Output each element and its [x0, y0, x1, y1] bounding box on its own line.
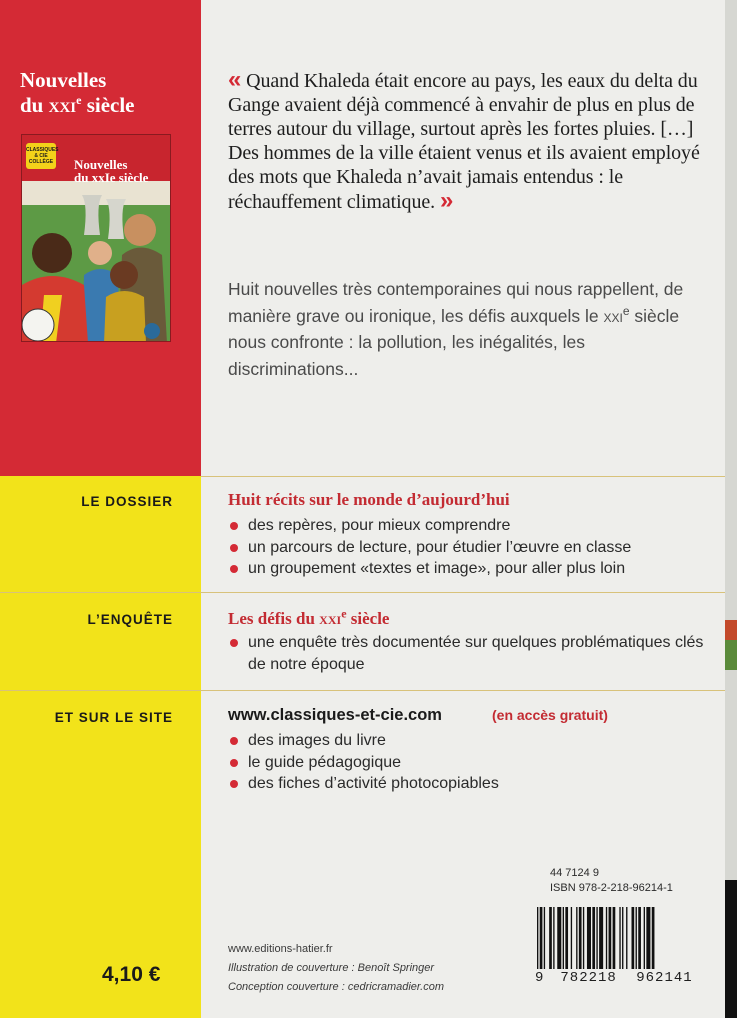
- list-item: des images du livre: [228, 730, 718, 752]
- summary-century-sup: e: [622, 303, 630, 318]
- enquete-list: [228, 632, 718, 675]
- sidebar-yellow-panel: [0, 476, 201, 1018]
- summary-century: xxi: [603, 305, 623, 326]
- list-item: un groupement «textes et image», pour aller plus loin: [228, 558, 718, 580]
- section-label-enquete: L’ENQUÊTE: [87, 612, 173, 627]
- barcode: [535, 907, 710, 1007]
- list-item: un parcours de lecture, pour étudier l’œuvre en classe: [228, 537, 718, 559]
- quote-text: Quand Khaleda était encore au pays, les eaux du delta du Gange avaient déjà commencé à envahir de plus en plus de terres autour du village, surtout après les fortes pluies. […] Des hommes de la ville étaient venus et ils avaient employé des mots que Khaleda n’avait jamais entendus : le réchauffement climatique.: [228, 70, 700, 213]
- spine-edge-dark: [725, 880, 737, 1018]
- cover-collection-badge: CLASSIQUES & CIE COLLÈGE: [26, 143, 56, 169]
- enquete-heading-start: Les défis du: [228, 609, 320, 628]
- credits: [228, 940, 444, 997]
- section-label-dossier: LE DOSSIER: [81, 494, 173, 509]
- section-label-site: ET SUR LE SITE: [54, 710, 173, 725]
- site-note: (en accès gratuit): [492, 707, 608, 723]
- enquete-heading: [228, 606, 390, 629]
- divider-3: [0, 690, 725, 691]
- spine-edge: [725, 0, 737, 1018]
- product-codes: [550, 866, 673, 896]
- spine-edge-green: [725, 640, 737, 670]
- book-title-line1: Nouvelles: [20, 68, 107, 92]
- quote-open-mark: «: [228, 66, 242, 93]
- publisher-url: www.editions-hatier.fr: [228, 943, 333, 955]
- cover-thumbnail: [21, 134, 171, 342]
- enquete-heading-sup: e: [341, 606, 347, 621]
- list-item: le guide pédagogique: [228, 752, 718, 774]
- cover-title-line1: Nouvelles: [74, 157, 128, 172]
- isbn: ISBN 978-2-218-96214-1: [550, 882, 673, 894]
- cover-title: [74, 158, 169, 184]
- site-list: [228, 730, 718, 795]
- cover-title-line2: du xxIe siècle: [74, 170, 149, 185]
- divider-2: [0, 592, 725, 593]
- list-item: des fiches d’activité photocopiables: [228, 773, 718, 795]
- book-title: [20, 68, 195, 118]
- barcode-digit-lead: 9: [535, 970, 545, 986]
- site-url: www.classiques-et-cie.com: [228, 706, 442, 724]
- barcode-digits-right: 962141: [636, 970, 693, 986]
- list-item: des repères, pour mieux comprendre: [228, 515, 718, 537]
- barcode-digits: [535, 970, 710, 988]
- summary-text-end: siècle nous confronte : la pollution, les inégalités, les discriminations...: [228, 305, 680, 379]
- price: 4,10 €: [102, 963, 161, 986]
- enquete-heading-century: xxi: [319, 609, 342, 628]
- dossier-heading: Huit récits sur le monde d’aujourd’hui: [228, 490, 510, 509]
- product-ref: 44 7124 9: [550, 867, 599, 879]
- book-title-sup: e: [76, 93, 82, 107]
- quote-close-mark: »: [439, 187, 454, 214]
- book-summary: [228, 276, 718, 382]
- book-title-du: du: [20, 93, 49, 117]
- design-credit: Conception couverture : cedricramadier.com: [228, 981, 445, 993]
- illustration-credit: Illustration de couverture : Benoît Springer: [228, 962, 435, 974]
- list-item: une enquête très documentée sur quelques problématiques clés de notre époque: [228, 632, 718, 675]
- dossier-list: [228, 515, 718, 580]
- book-title-line2: [20, 93, 195, 118]
- excerpt-quote: [228, 68, 716, 214]
- book-title-century: xxi: [48, 93, 77, 117]
- summary-text-start: Huit nouvelles très contemporaines qui nous rappellent, de manière grave ou ironique, les défis auxquels le: [228, 279, 684, 326]
- enquete-heading-end: siècle: [346, 609, 390, 628]
- book-title-siecle: siècle: [81, 93, 135, 117]
- divider-1: [201, 476, 725, 477]
- barcode-digits-left: 782218: [560, 970, 617, 986]
